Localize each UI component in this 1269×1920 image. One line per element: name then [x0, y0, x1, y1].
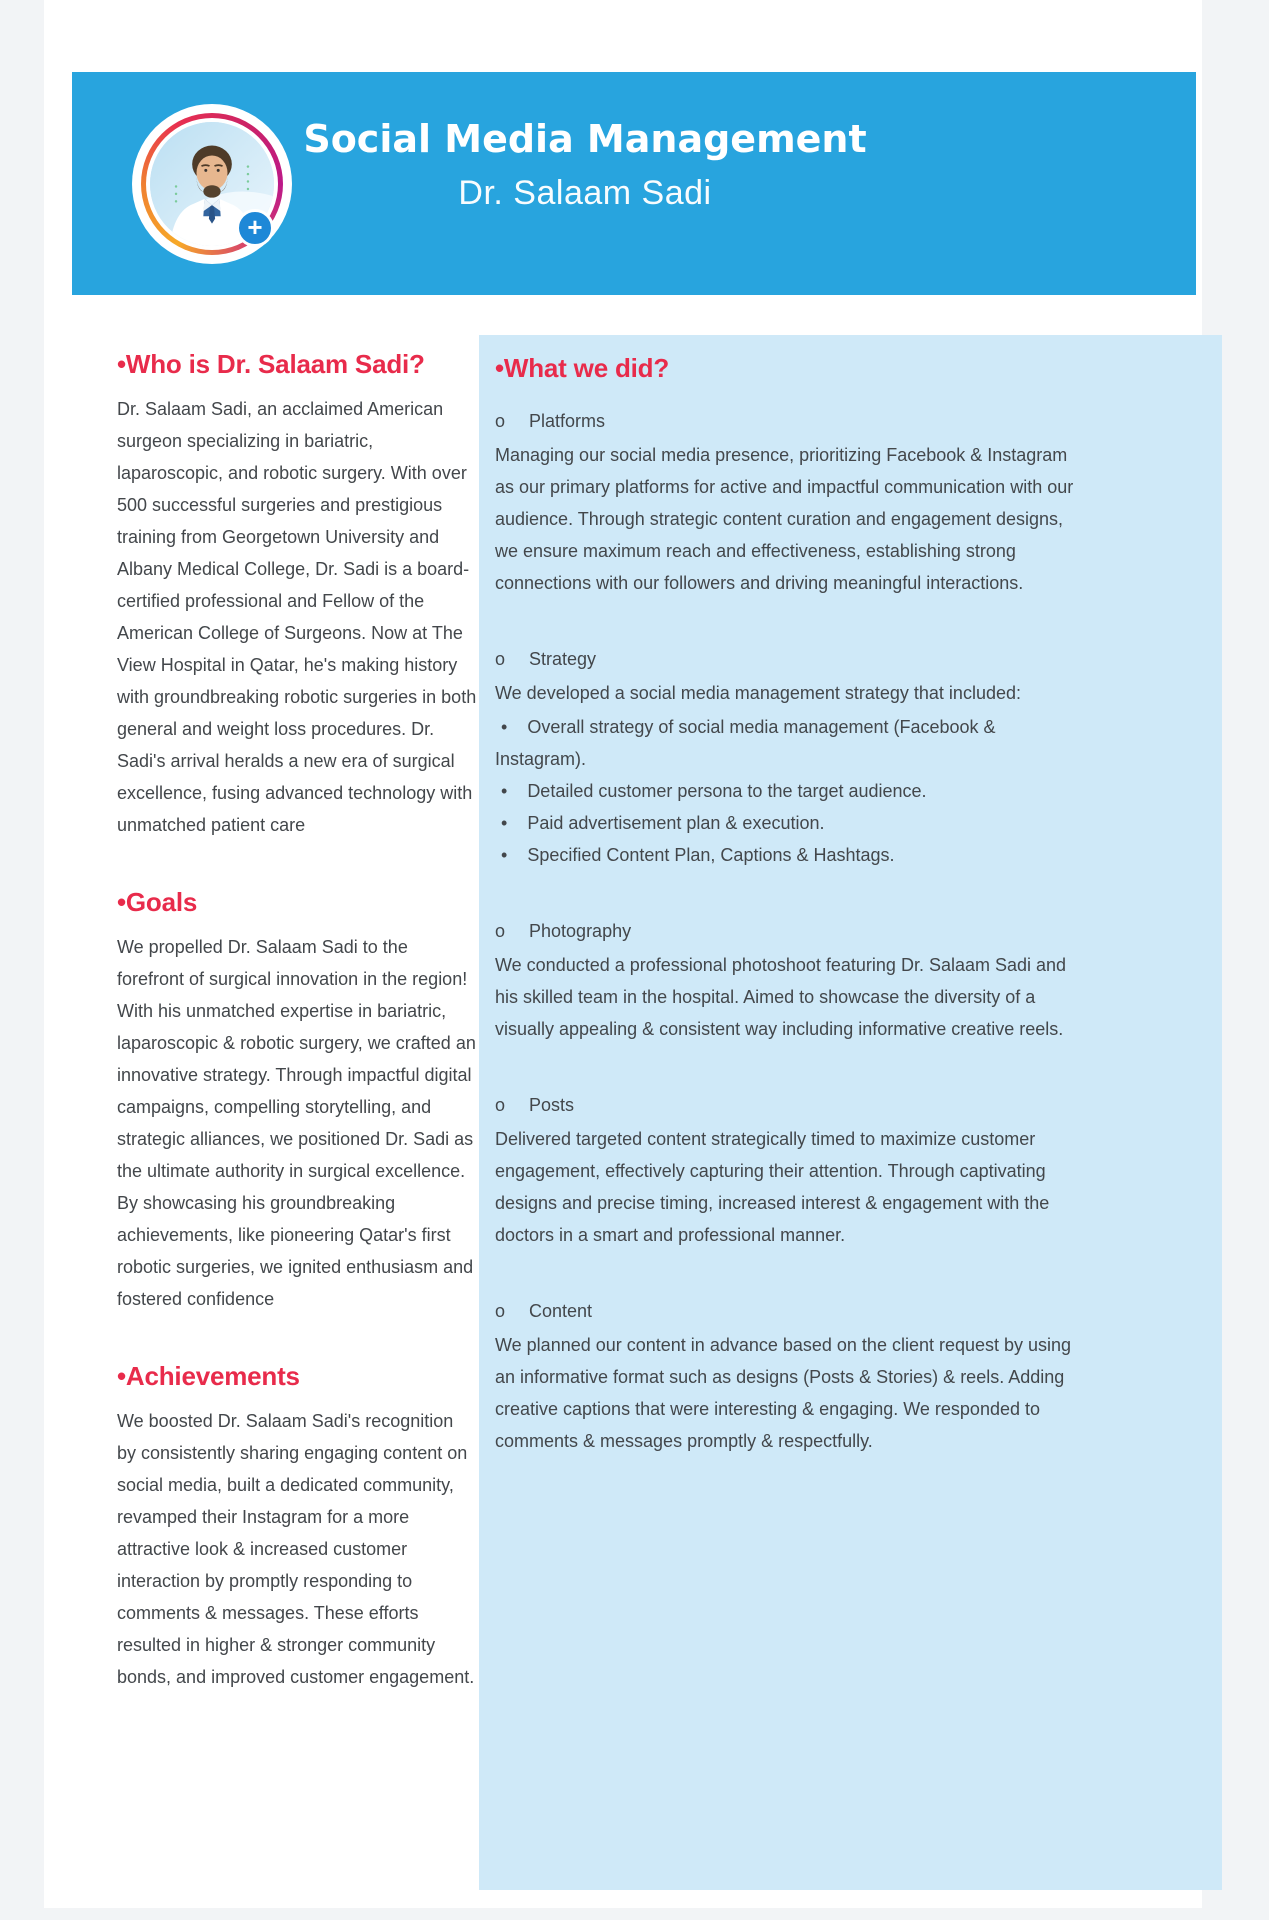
section-body: We boosted Dr. Salaam Sadi's recognition by consistently sharing engaging content on social media, built a dedicated community, revamped their Instagram for a more attractive look & increased customer interaction by promptly responding to comments & messages. These efforts resulted in higher & stronger community bonds, and improved customer engagement.	[117, 1411, 475, 1687]
bullet-item	[495, 711, 1082, 775]
panel-section-label	[495, 1089, 1082, 1121]
bullet-text: Detailed customer persona to the target audience.	[527, 781, 927, 801]
plus-icon: +	[236, 209, 274, 247]
header-banner	[72, 72, 1196, 295]
bullet-item	[495, 775, 1082, 807]
bullet-item	[495, 807, 1082, 839]
panel-section-body: Managing our social media presence, prioritizing Facebook & Instagram as our primary platforms for active and impactful communication with our audience. Through strategic content curation and engagement designs, we ensure maximum reach and effectiveness, establishing strong connections with our followers and driving meaningful interactions.	[495, 445, 1074, 593]
page-title: Social Media Management	[303, 117, 867, 161]
section-heading: •Achievements	[117, 1361, 300, 1391]
section-goals	[117, 885, 477, 1315]
content-card	[44, 0, 1202, 1908]
bullet-icon: •	[501, 845, 508, 865]
panel-section-posts	[495, 1089, 1082, 1251]
bullet-icon: •	[501, 717, 508, 737]
panel-section-label	[495, 405, 1082, 437]
panel-section-label	[495, 1295, 1082, 1327]
bullet-text: Overall strategy of social media management (Facebook & Instagram).	[495, 717, 996, 769]
header-text-block	[302, 116, 868, 214]
o-marker: o	[495, 649, 506, 669]
panel-section-body: We conducted a professional photoshoot featuring Dr. Salaam Sadi and his skilled team in the hospital. Aimed to showcase the diversity of a visually appealing & consistent way including informative creative reels.	[495, 955, 1067, 1039]
section-heading: •Who is Dr. Salaam Sadi?	[117, 349, 425, 379]
panel-section-label-text: Platforms	[529, 411, 606, 431]
section-heading: •Goals	[117, 887, 198, 917]
section-body: We propelled Dr. Salaam Sadi to the forefront of surgical innovation in the region! With his unmatched expertise in bariatric, laparoscopic & robotic surgery, we crafted an innovative strategy. Through impactful digital campaigns, compelling storytelling, and strategic alliances, we positioned Dr. Sadi as the ultimate authority in surgical excellence. By showcasing his groundbreaking achievements, like pioneering Qatar's first robotic surgeries, we ignited enthusiasm and fostered confidence	[117, 937, 476, 1309]
bullet-text: Paid advertisement plan & execution.	[527, 813, 825, 833]
panel-section-label	[495, 643, 1082, 675]
panel-section-platforms	[495, 405, 1082, 599]
o-marker: o	[495, 921, 506, 941]
bullet-text: Specified Content Plan, Captions & Hashtags.	[527, 845, 895, 865]
doctor-avatar	[132, 104, 292, 264]
page-subtitle: Dr. Salaam Sadi	[458, 174, 712, 212]
panel-section-strategy	[495, 643, 1082, 871]
panel-section-label-text: Photography	[529, 921, 632, 941]
panel-section-body: We developed a social media management strategy that included:	[495, 683, 1021, 703]
o-marker: o	[495, 1301, 506, 1321]
panel-section-body: We planned our content in advance based on the client request by using an informative format such as designs (Posts & Stories) & reels. Adding creative captions that were interesting & engaging. We responded to comments & messages promptly & respectfully.	[495, 1335, 1072, 1451]
panel-heading: •What we did?	[495, 353, 670, 383]
panel-section-label	[495, 915, 1082, 947]
o-marker: o	[495, 411, 506, 431]
section-body: Dr. Salaam Sadi, an acclaimed American surgeon specializing in bariatric, laparoscopic, and robotic surgery. With over 500 successful surgeries and prestigious training from Georgetown University and Albany Medical College, Dr. Sadi is a board-certified professional and Fellow of the American College of Surgeons. Now at The View Hospital in Qatar, he's making history with groundbreaking robotic surgeries in both general and weight loss procedures. Dr. Sadi's arrival heralds a new era of surgical excellence, fusing advanced technology with unmatched patient care	[117, 399, 477, 835]
section-achievements	[117, 1359, 477, 1693]
panel-section-content	[495, 1295, 1082, 1457]
section-who-is	[117, 347, 477, 841]
panel-section-photography	[495, 915, 1082, 1045]
panel-section-label-text: Posts	[529, 1095, 575, 1115]
panel-section-label-text: Content	[529, 1301, 593, 1321]
panel-section-body: Delivered targeted content strategically timed to maximize customer engagement, effectively capturing their attention. Through captivating designs and precise timing, increased interest & engagement with the doctors in a smart and professional manner.	[495, 1129, 1050, 1245]
what-we-did-panel	[479, 335, 1222, 1890]
bullet-icon: •	[501, 813, 508, 833]
strategy-bullet-list	[495, 711, 1082, 871]
bullet-icon: •	[501, 781, 508, 801]
o-marker: o	[495, 1095, 506, 1115]
bullet-item	[495, 839, 1082, 871]
panel-section-label-text: Strategy	[529, 649, 597, 669]
left-column	[117, 347, 477, 1693]
